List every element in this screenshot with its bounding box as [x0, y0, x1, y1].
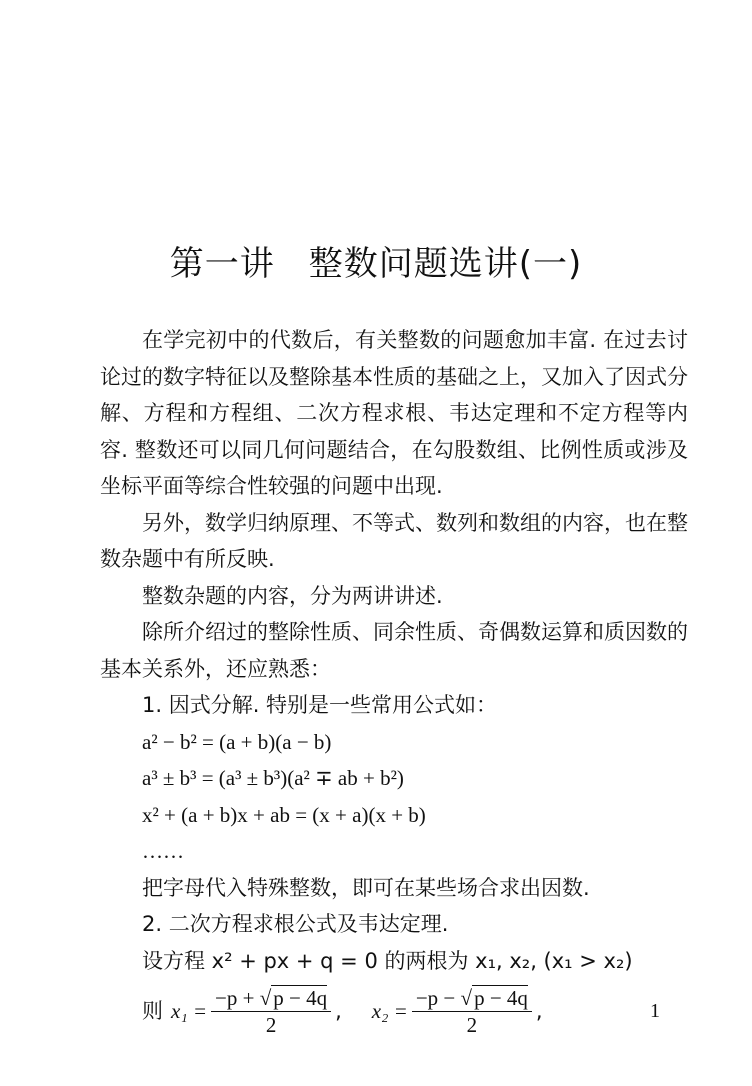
- x2-label: x₂ =: [371, 999, 408, 1024]
- x2-radicand: p − 4q: [474, 986, 528, 1010]
- paragraph: 1. 因式分解. 特别是一些常用公式如：: [142, 693, 498, 717]
- roots-end: ,: [535, 999, 543, 1024]
- x1-fraction: [211, 985, 331, 1038]
- roots-prefix: 则: [142, 999, 163, 1024]
- formula-quadratic-factoring: x² + (a + b)x + ab = (x + a)(x + b): [142, 802, 426, 827]
- paragraph: 在学完初中的代数后，有关整数的问题愈加丰富. 在过去讨论过的数字特征以及整除基本性质的基础之上，又加入了因式分解、方程和方程组、二次方程求根、韦达定理和不定方程等内容. 整数还可以同几何问题结合，在勾股数组、比例性质或涉及坐标平面等综合性较强的问题中出现.: [100, 328, 688, 498]
- x2-numerator-term: −p −: [415, 986, 456, 1010]
- lecture-topic: 整数问题选讲(一): [308, 244, 583, 284]
- x1-radicand: p − 4q: [273, 986, 328, 1010]
- page-number: 1: [650, 1000, 660, 1022]
- paragraph: 除所介绍过的整除性质、同余性质、奇偶数运算和质因数的基本关系外，还应熟悉：: [100, 620, 688, 681]
- formula-sum-difference-of-cubes: a³ ± b³ = (a³ ± b³)(a² ∓ ab + b²): [142, 766, 404, 790]
- paragraph: 整数杂题的内容，分为两讲讲述.: [142, 583, 443, 608]
- x1-numerator: −p + √p − 4q: [211, 985, 331, 1012]
- paragraph: 2. 二次方程求根公式及韦达定理.: [142, 912, 449, 936]
- x2-denominator: 2: [466, 1013, 478, 1037]
- page-title: [0, 236, 752, 285]
- lecture-number: 第一讲: [169, 244, 275, 284]
- paragraph: 设方程 x² + px + q = 0 的两根为 x₁, x₂, (x₁ > x₂): [142, 948, 633, 973]
- roots-separator: ,: [335, 999, 342, 1024]
- paragraph: 把字母代入特殊整数，即可在某些场合求出因数.: [142, 875, 590, 900]
- formula-difference-of-squares: a² − b² = (a + b)(a − b): [142, 729, 332, 754]
- body-text: [100, 322, 688, 1038]
- x2-fraction: [412, 985, 532, 1038]
- paragraph: 另外，数学归纳原理、不等式、数列和数组的内容，也在整数杂题中有所反映.: [100, 510, 688, 571]
- x1-numerator-term: −p +: [215, 986, 255, 1010]
- roots-formula: [100, 985, 688, 1038]
- x1-label: x₁ =: [171, 999, 208, 1024]
- ellipsis: ……: [142, 839, 184, 863]
- x2-numerator: −p − √p − 4q: [412, 985, 532, 1012]
- x1-denominator: 2: [265, 1013, 277, 1037]
